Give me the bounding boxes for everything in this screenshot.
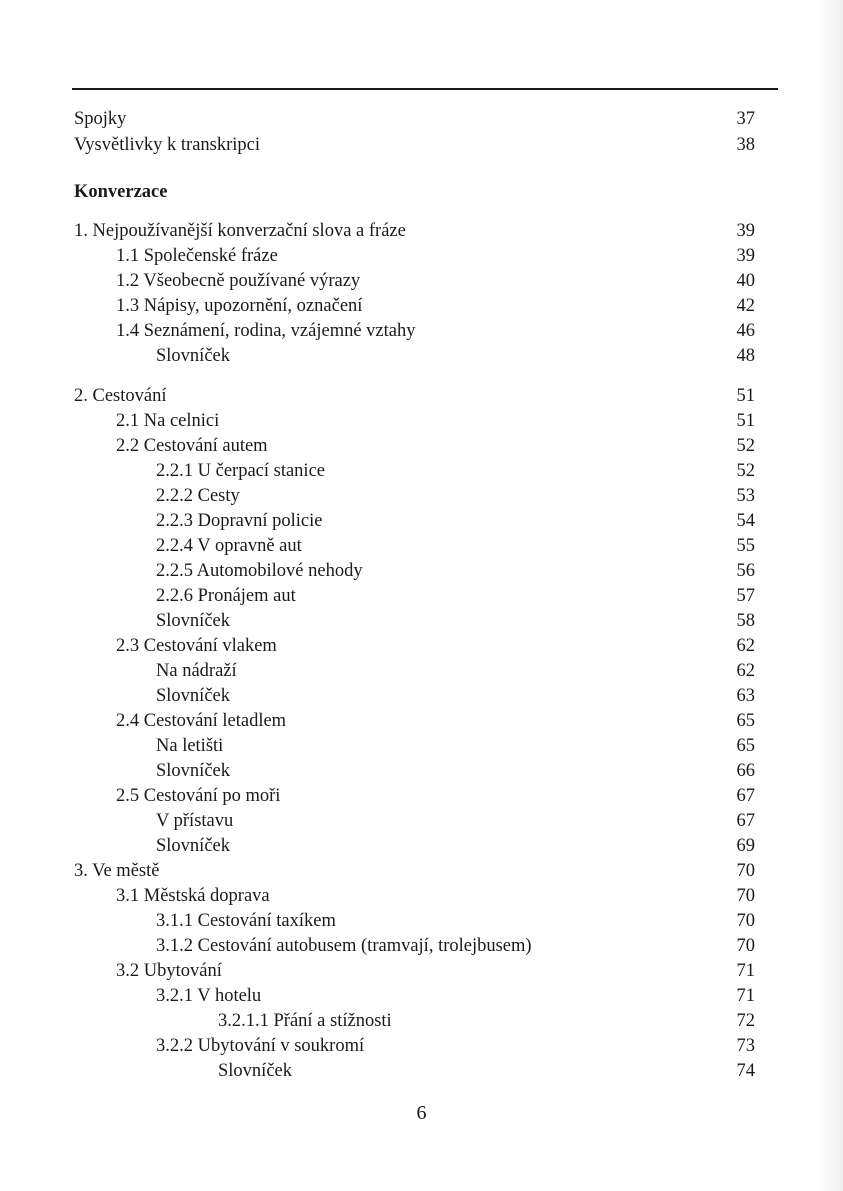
toc-entry (0, 534, 843, 558)
toc-entry-title: 2.2.5 Automobilové nehody (156, 561, 363, 581)
toc-entry (0, 909, 843, 933)
toc-entry-page: 56 (736, 561, 755, 581)
toc-entry-page: 55 (736, 536, 755, 556)
toc-entry-title: Na letišti (156, 736, 224, 756)
page-number: 6 (416, 1102, 427, 1124)
toc-entry (0, 244, 843, 268)
toc-entry (0, 809, 843, 833)
toc-entry-title: Slovníček (156, 686, 230, 706)
toc-entry-page: 46 (736, 321, 755, 341)
toc-entry-title: 1.4 Seznámení, rodina, vzájemné vztahy (116, 321, 416, 341)
toc-entry (0, 659, 843, 683)
toc-entry-title: V přístavu (156, 811, 234, 831)
toc-entry-title: Spojky (74, 109, 127, 129)
toc-entry-page: 62 (736, 636, 755, 656)
toc-entry (0, 834, 843, 858)
toc-entry-title: 2. Cestování (74, 386, 167, 406)
toc-entry-page: 72 (736, 1011, 755, 1031)
toc-entry (0, 784, 843, 808)
toc-entry-page: 52 (736, 461, 755, 481)
toc-entry-title: 2.1 Na celnici (116, 411, 220, 431)
toc-entry (0, 759, 843, 783)
toc-entry (0, 294, 843, 318)
section-heading: Konverzace (74, 182, 168, 202)
toc-entry-page: 40 (736, 271, 755, 291)
toc-entry-title: Slovníček (156, 346, 230, 366)
toc-entry-page: 69 (736, 836, 755, 856)
toc-entry (0, 934, 843, 958)
toc-entry-page: 66 (736, 761, 755, 781)
toc-entry-title: 2.4 Cestování letadlem (116, 711, 287, 731)
toc-entry-page: 53 (736, 486, 755, 506)
toc-entry-title: 2.5 Cestování po moři (116, 786, 281, 806)
toc-entry-page: 51 (736, 411, 755, 431)
toc-entry (0, 559, 843, 583)
toc-entry-title: 2.2.2 Cesty (156, 486, 240, 506)
toc-entry-page: 51 (736, 386, 755, 406)
toc-entry-title: 3.1.2 Cestování autobusem (tramvají, trolejbusem) (156, 936, 532, 956)
toc-entry (0, 634, 843, 658)
toc-entry-title: Slovníček (156, 611, 230, 631)
toc-entry-page: 63 (736, 686, 755, 706)
toc-entry-page: 37 (736, 109, 755, 129)
top-rule (72, 88, 778, 90)
toc-entry-page: 70 (736, 911, 755, 931)
toc-entry (0, 1034, 843, 1058)
toc-entry-page: 70 (736, 861, 755, 881)
toc-entry-page: 39 (736, 246, 755, 266)
toc-entry-page: 71 (736, 961, 755, 981)
toc-entry-title: 1.2 Všeobecně používané výrazy (116, 271, 361, 291)
toc-entry-title: 2.2.4 V opravně aut (156, 536, 302, 556)
toc-entry-page: 73 (736, 1036, 755, 1056)
toc-entry-page: 65 (736, 736, 755, 756)
toc-entry-page: 74 (736, 1061, 755, 1081)
toc-entry-title: 3.2.2 Ubytování v soukromí (156, 1036, 365, 1056)
toc-entry-page: 54 (736, 511, 755, 531)
toc-entry (0, 459, 843, 483)
toc-entry-page: 58 (736, 611, 755, 631)
toc-entry-page: 52 (736, 436, 755, 456)
toc-entry-title: 2.2.3 Dopravní policie (156, 511, 323, 531)
toc-entry-title: 2.2.1 U čerpací stanice (156, 461, 325, 481)
toc-entry-page: 62 (736, 661, 755, 681)
toc-entry-title: Slovníček (156, 836, 230, 856)
toc-entry-title: 2.2 Cestování autem (116, 436, 268, 456)
toc-entry-title: 3.2.1.1 Přání a stížnosti (218, 1011, 392, 1031)
toc-entry-page: 67 (736, 811, 755, 831)
toc-entry-title: 1.1 Společenské fráze (116, 246, 278, 266)
toc-entry-title: 1. Nejpoužívanější konverzační slova a fráze (74, 221, 406, 241)
toc-entry-title: 3.1 Městská doprava (116, 886, 270, 906)
toc-entry (0, 584, 843, 608)
toc-entry-page: 39 (736, 221, 755, 241)
toc-entry-page: 48 (736, 346, 755, 366)
toc-entry-title: 2.3 Cestování vlakem (116, 636, 277, 656)
toc-entry-page: 42 (736, 296, 755, 316)
toc-entry-title: 2.2.6 Pronájem aut (156, 586, 296, 606)
toc-entry-title: Slovníček (156, 761, 230, 781)
toc-entry-page: 38 (736, 135, 755, 155)
toc-entry-title: Slovníček (218, 1061, 292, 1081)
toc-entry (0, 984, 843, 1008)
toc-entry (0, 884, 843, 908)
toc-entry (0, 344, 843, 368)
toc-entry (0, 1009, 843, 1033)
toc-entry-title: 3.2.1 V hotelu (156, 986, 262, 1006)
toc-entry-title: 3.2 Ubytování (116, 961, 222, 981)
toc-entry (0, 384, 843, 408)
toc-entry (0, 409, 843, 433)
toc-entry-title: Vysvětlivky k transkripci (74, 135, 261, 155)
toc-entry (0, 859, 843, 883)
toc-entry-page: 70 (736, 886, 755, 906)
toc-entry (0, 509, 843, 533)
toc-entry-page: 71 (736, 986, 755, 1006)
toc-entry (0, 709, 843, 733)
toc-entry (0, 434, 843, 458)
toc-entry-title: 1.3 Nápisy, upozornění, označení (116, 296, 363, 316)
toc-entry (0, 734, 843, 758)
toc-entry-page: 65 (736, 711, 755, 731)
toc-entry (0, 269, 843, 293)
toc-entry (0, 609, 843, 633)
toc-entry (0, 319, 843, 343)
toc-entry (0, 959, 843, 983)
toc-entry (0, 133, 843, 157)
toc-entry (0, 107, 843, 131)
toc-entry (0, 484, 843, 508)
toc-entry (0, 219, 843, 243)
toc-entry-title: Na nádraží (156, 661, 237, 681)
toc-entry-title: 3.1.1 Cestování taxíkem (156, 911, 336, 931)
toc-entry (0, 684, 843, 708)
toc-entry (0, 1059, 843, 1083)
toc-entry-title: 3. Ve městě (74, 861, 160, 881)
toc-entry-page: 57 (736, 586, 755, 606)
toc-entry-page: 70 (736, 936, 755, 956)
scan-edge-shadow (817, 0, 843, 1191)
toc-entry-page: 67 (736, 786, 755, 806)
